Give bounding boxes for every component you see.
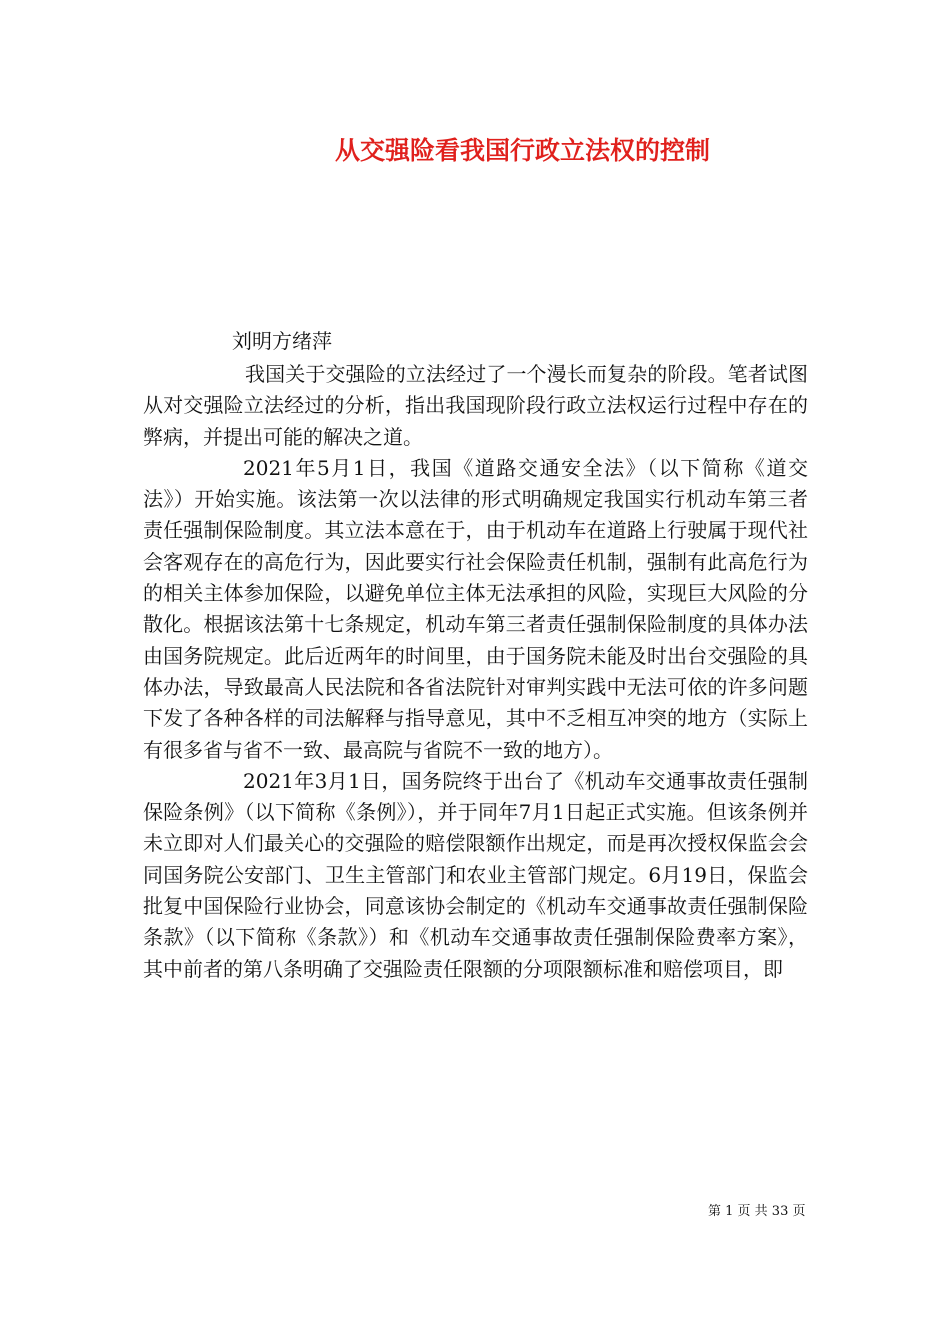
document-body bbox=[143, 359, 808, 985]
paragraph-traffic-law: 2021年5月1日，我国《道路交通安全法》（以下简称《道交法》）开始实施。该法第一次以法律的形式明确规定我国实行机动车第三者责任强制保险制度。其立法本意在于，由于机动车在道路上行驶属于现代社会客观存在的高危行为，因此要实行社会保险责任机制，强制有此高危行为的相关主体参加保险，以避免单位主体无法承担的风险，实现巨大风险的分散化。根据该法第十七条规定，机动车第三者责任强制保险制度的具体办法由国务院规定。此后近两年的时间里，由于国务院未能及时出台交强险的具体办法，导致最高人民法院和各省法院针对审判实践中无法可依的许多问题下发了各种各样的司法解释与指导意见，其中不乏相互冲突的地方（实际上有很多省与省不一致、最高院与省院不一致的地方）。 bbox=[143, 455, 808, 762]
page-number-footer: 第 1 页 共 33 页 bbox=[708, 1204, 806, 1219]
paragraph-intro: 我国关于交强险的立法经过了一个漫长而复杂的阶段。笔者试图从对交强险立法经过的分析，指出我国现阶段行政立法权运行过程中存在的弊病，并提出可能的解决之道。 bbox=[143, 362, 808, 449]
author-line: 刘明方绪萍 bbox=[232, 329, 332, 353]
paragraph-regulation: 2021年3月1日，国务院终于出台了《机动车交通事故责任强制保险条例》（以下简称《条例》），并于同年7月1日起正式实施。但该条例并未立即对人们最关心的交强险的赔偿限额作出规定，而是再次授权保监会会同国务院公安部门、卫生主管部门和农业主管部门规定。6月19日，保监会批复中国保险行业协会，同意该协会制定的《机动车交通事故责任强制保险条款》（以下简称《条款》）和《机动车交通事故责任强制保险费率方案》，其中前者的第八条明确了交强险责任限额的分项限额标准和赔偿项目，即 bbox=[143, 768, 808, 981]
document-title: 从交强险看我国行政立法权的控制 bbox=[334, 136, 710, 165]
